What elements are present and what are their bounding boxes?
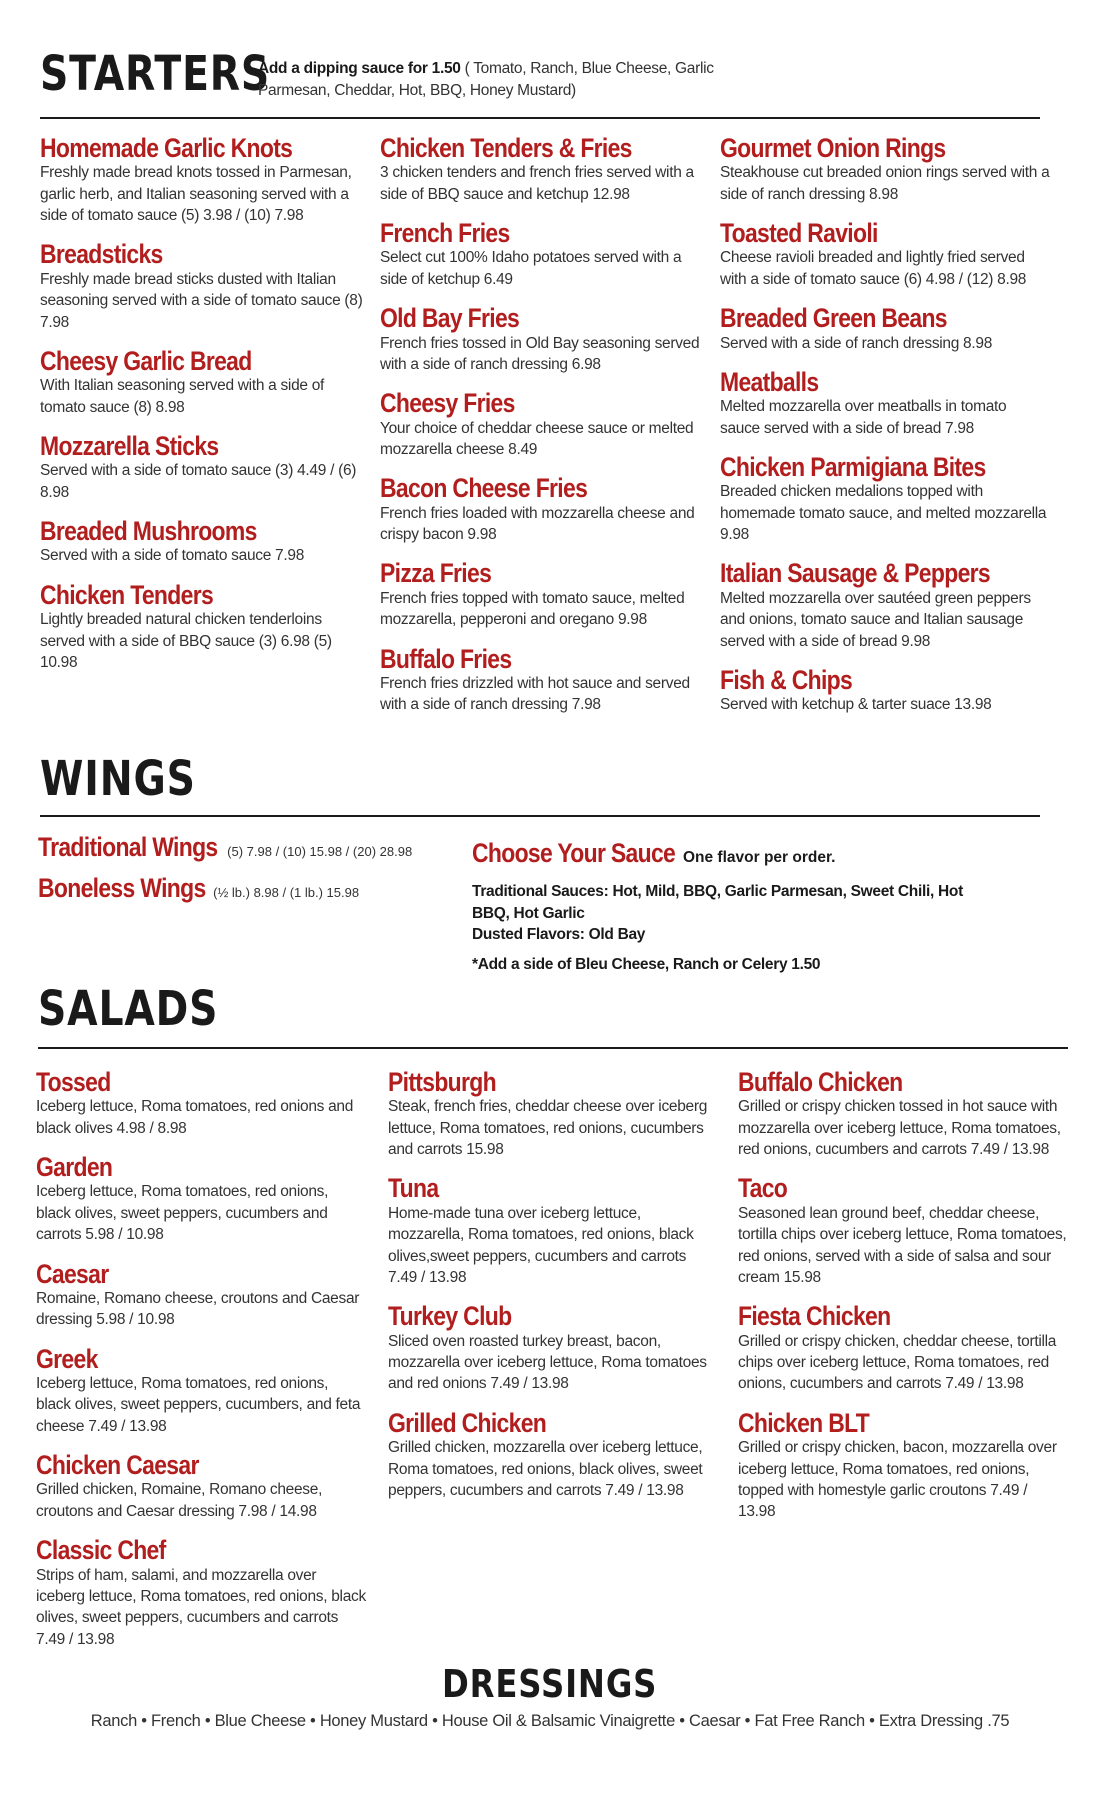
menu-item-name: Turkey Club [388,1301,512,1332]
menu-item [40,432,370,503]
menu-item-description: French fries tossed in Old Bay seasoning served with a side of ranch dressing 6.98 [380,334,700,373]
menu-item [720,304,1050,354]
menu-item-name: Toasted Ravioli [720,218,878,249]
menu-item-name: Meatballs [720,366,819,397]
traditional-sauces-label: Traditional Sauces: [472,883,609,900]
menu-item-description: Steakhouse cut breaded onion rings served with a side of ranch dressing 8.98 [720,164,1050,203]
menu-item-description: Grilled chicken, Romaine, Romano cheese, croutons and Caesar dressing 7.98 / 14.98 [36,1481,323,1520]
menu-item-name: Gourmet Onion Rings [720,133,946,163]
menu-item [380,474,710,545]
menu-item [720,368,1050,439]
menu-item [40,347,370,418]
menu-item-name: Breaded Mushrooms [40,516,257,547]
menu-item-name: Pittsburgh [388,1067,496,1097]
menu-item-description: Iceberg lettuce, Roma tomatoes, red onions, black olives, sweet peppers, cucumbers, and feta cheese 7.49 / 13.98 [36,1375,361,1435]
menu-item-description: Freshly made bread sticks dusted with Italian seasoning served with a side of tomato sauce (8) 7.98 [40,270,363,331]
wings-title: WINGS [40,751,196,807]
menu-item [36,1345,366,1437]
sauce-title: Choose Your Sauce [472,838,676,868]
traditional-sauces-list: Hot, Mild, BBQ, Garlic Parmesan, Sweet Chili, Hot BBQ, Hot Garlic [472,883,963,922]
menu-item-name: Pizza Fries [380,558,492,589]
salads-col-1 [36,1068,366,1664]
menu-item-name: Breaded Green Beans [720,303,947,334]
menu-item-name: Fiesta Chicken [738,1301,891,1332]
menu-item-name: Tossed [36,1067,111,1097]
menu-item-name: Chicken Tenders [40,579,214,610]
menu-item-description: Freshly made bread knots tossed in Parmesan, garlic herb, and Italian seasoning served with a side of tomato sauce (5) 3.98 / (10) 7.98 [40,164,352,225]
menu-item [388,1302,718,1394]
menu-item [40,240,370,332]
menu-item-description: Grilled chicken, mozzarella over iceberg lettuce, Roma tomatoes, red onions, black olives, sweet peppers, cucumbers and carrots 7.49 / 13.98 [388,1439,703,1499]
menu-item-description: Served with a side of tomato sauce (3) 4.49 / (6) 8.98 [40,462,357,501]
menu-item-description: Romaine, Romano cheese, croutons and Caesar dressing 5.98 / 10.98 [36,1289,360,1329]
dressings-list: Ranch • French • Blue Cheese • Honey Mustard • House Oil & Balsamic Vinaigrette • Caesar • Fat Free Ranch • Extra Dressing .75 [90,1712,1010,1730]
menu-item [380,304,710,375]
menu-item-name: Old Bay Fries [380,303,520,334]
menu-item [40,517,370,567]
menu-item-description: Served with ketchup & tarter suace 13.98 [720,696,992,714]
menu-item-description: French fries drizzled with hot sauce and served with a side of ranch dressing 7.98 [380,674,690,714]
dressings-header [0,1662,1100,1706]
menu-item-name: Italian Sausage & Peppers [720,558,990,589]
menu-item [720,666,1050,716]
menu-item [388,1174,718,1288]
wings-rule [40,815,1040,817]
menu-item [720,559,1050,651]
wings-header [40,751,230,807]
menu-item [738,1174,1068,1288]
menu-item-name: Tuna [388,1173,439,1204]
menu-item-name: Mozzarella Sticks [40,431,219,462]
salads-rule [38,1047,1068,1049]
starters-rule [40,117,1040,119]
dusted-flavors-label: Dusted Flavors: [472,926,585,944]
menu-item-description: With Italian seasoning served with a side of tomato sauce (8) 8.98 [40,377,325,416]
menu-item-name: Fish & Chips [720,664,853,695]
menu-item [380,645,710,716]
menu-item-name: Grilled Chicken [388,1407,547,1438]
dipping-sauce-note [258,58,758,101]
menu-item-description: Iceberg lettuce, Roma tomatoes, red onions and black olives 4.98 / 8.98 [36,1098,354,1137]
menu-item-description: Lightly breaded natural chicken tenderloins served with a side of BBQ sauce (3) 6.98 (5) 10.98 [40,611,332,671]
menu-item-description: Your choice of cheddar cheese sauce or melted mozzarella cheese 8.49 [380,419,694,458]
menu-item [36,1260,366,1331]
salads-header [38,981,258,1037]
menu-item-description: Grilled or crispy chicken tossed in hot sauce with mozzarella over iceberg lettuce, Roma tomatoes, red onions, cucumbers and carrots 7.49 / 13.98 [738,1098,1061,1159]
menu-item [380,559,710,630]
menu-item-description: Grilled or crispy chicken, bacon, mozzarella over iceberg lettuce, Roma tomatoes, red onions, topped with homestyle garlic croutons 7.49 / 13.98 [738,1439,1057,1521]
menu-item [720,134,1050,205]
dip-options: ( Tomato, Ranch, Blue Cheese, Garlic Parmesan, Cheddar, Hot, BBQ, Honey Mustard) [258,60,714,99]
menu-item [388,1409,718,1501]
menu-item [720,453,1050,545]
menu-item-description: Select cut 100% Idaho potatoes served with a side of ketchup 6.49 [380,249,682,288]
menu-item-name: Homemade Garlic Knots [40,133,293,163]
menu-item-name: Cheesy Fries [380,388,515,419]
menu-item-description: Iceberg lettuce, Roma tomatoes, red onions, black olives, sweet peppers, cucumbers and carrots 5.98 / 10.98 [36,1183,329,1244]
menu-item [40,581,370,673]
menu-item [36,1068,366,1139]
menu-item-description: Strips of ham, salami, and mozzarella over iceberg lettuce, Roma tomatoes, red onions, black olives, sweet peppers, cucumbers and carrots 7.49 / 13.98 [36,1566,366,1648]
starters-title: STARTERS [40,46,271,102]
dusted-flavors-list: Old Bay [584,926,646,944]
salads-col-3 [738,1068,1068,1537]
menu-item [40,134,370,226]
menu-item-name: Chicken Tenders & Fries [380,133,632,163]
sauce-box [472,838,992,976]
menu-item-description: French fries loaded with mozzarella cheese and crispy bacon 9.98 [380,504,695,544]
traditional-wings-price: (5) 7.98 / (10) 15.98 / (20) 28.98 [227,844,413,859]
menu-item [380,134,710,205]
menu-item-description: Melted mozzarella over sautéed green peppers and onions, tomato sauce and Italian sausage served with a side of bread 9.98 [720,589,1031,650]
menu-item-description: Steak, french fries, cheddar cheese over iceberg lettuce, Roma tomatoes, red onions, cucumbers and carrots 15.98 [388,1098,708,1159]
menu-item-name: Chicken Parmigiana Bites [720,452,986,482]
menu-item-name: French Fries [380,218,510,249]
menu-item [738,1302,1068,1394]
sauce-subtitle: One flavor per order. [682,849,836,866]
menu-item-description: Melted mozzarella over meatballs in tomato sauce served with a side of bread 7.98 [720,398,1007,437]
menu-item-description: Seasoned lean ground beef, cheddar cheese, tortilla chips over iceberg lettuce, Roma tomatoes, red onions, served with a side of salsa and sour cream 15.98 [738,1204,1067,1286]
salads-title: SALADS [38,981,219,1037]
side-note: *Add a side of Bleu Cheese, Ranch or Celery 1.50 [472,956,821,974]
menu-item-name: Taco [738,1173,788,1204]
menu-item-name: Breadsticks [40,239,163,270]
menu-item [720,219,1050,290]
dip-label: Add a dipping sauce for 1.50 [258,60,461,77]
menu-item-description: Sliced oven roasted turkey breast, bacon, mozzarella over iceberg lettuce, Roma tomatoes and red onions 7.49 / 13.98 [388,1332,707,1393]
starters-col-1 [40,134,370,687]
menu-item-description: Cheese ravioli breaded and lightly fried served with a side of tomato sauce (6) 4.98 / (12) 8.98 [720,249,1027,288]
menu-item-name: Bacon Cheese Fries [380,473,588,504]
menu-item-name: Classic Chef [36,1535,166,1566]
menu-item-description: 3 chicken tenders and french fries served with a side of BBQ sauce and ketchup 12.98 [380,164,694,203]
dressings-title: DRESSINGS [442,1662,658,1706]
menu-item-description: Breaded chicken medalions topped with homemade tomato sauce, and melted mozzarella 9.98 [720,483,1047,544]
menu-item-name: Greek [36,1343,98,1374]
menu-item-description: Home-made tuna over iceberg lettuce, mozzarella, Roma tomatoes, red onions, black olives,sweet peppers, cucumbers and carrots 7.49 / 13.98 [388,1204,694,1286]
menu-item-name: Chicken BLT [738,1407,870,1438]
menu-item [380,219,710,290]
menu-item [388,1068,718,1160]
traditional-wings [38,832,412,863]
menu-item [36,1536,366,1650]
menu-item [738,1409,1068,1523]
menu-item [738,1068,1068,1160]
menu-item [36,1451,366,1522]
boneless-wings-name: Boneless Wings [38,873,206,903]
menu-item [36,1153,366,1245]
menu-item-name: Garden [36,1152,113,1183]
menu-item-description: Served with a side of ranch dressing 8.98 [720,334,993,352]
menu-item-name: Cheesy Garlic Bread [40,345,252,376]
menu-item-description: French fries topped with tomato sauce, melted mozzarella, pepperoni and oregano 9.98 [380,589,685,629]
traditional-wings-name: Traditional Wings [38,832,218,862]
boneless-wings [38,873,359,904]
menu-item-name: Buffalo Chicken [738,1067,903,1097]
salads-col-2 [388,1068,718,1515]
menu-item-description: Served with a side of tomato sauce 7.98 [40,547,305,565]
starters-col-2 [380,134,710,730]
starters-col-3 [720,134,1050,730]
menu-item-name: Chicken Caesar [36,1450,199,1481]
menu-item-name: Buffalo Fries [380,643,512,674]
menu-item [380,389,710,460]
menu-item-description: Grilled or crispy chicken, cheddar cheese, tortilla chips over iceberg lettuce, Roma tomatoes, red onions, cucumbers and carrots 7.49 / 13.98 [738,1332,1057,1393]
menu-item-name: Caesar [36,1258,109,1289]
boneless-wings-price: (½ lb.) 8.98 / (1 lb.) 15.98 [213,885,360,900]
sauce-details [472,881,992,946]
